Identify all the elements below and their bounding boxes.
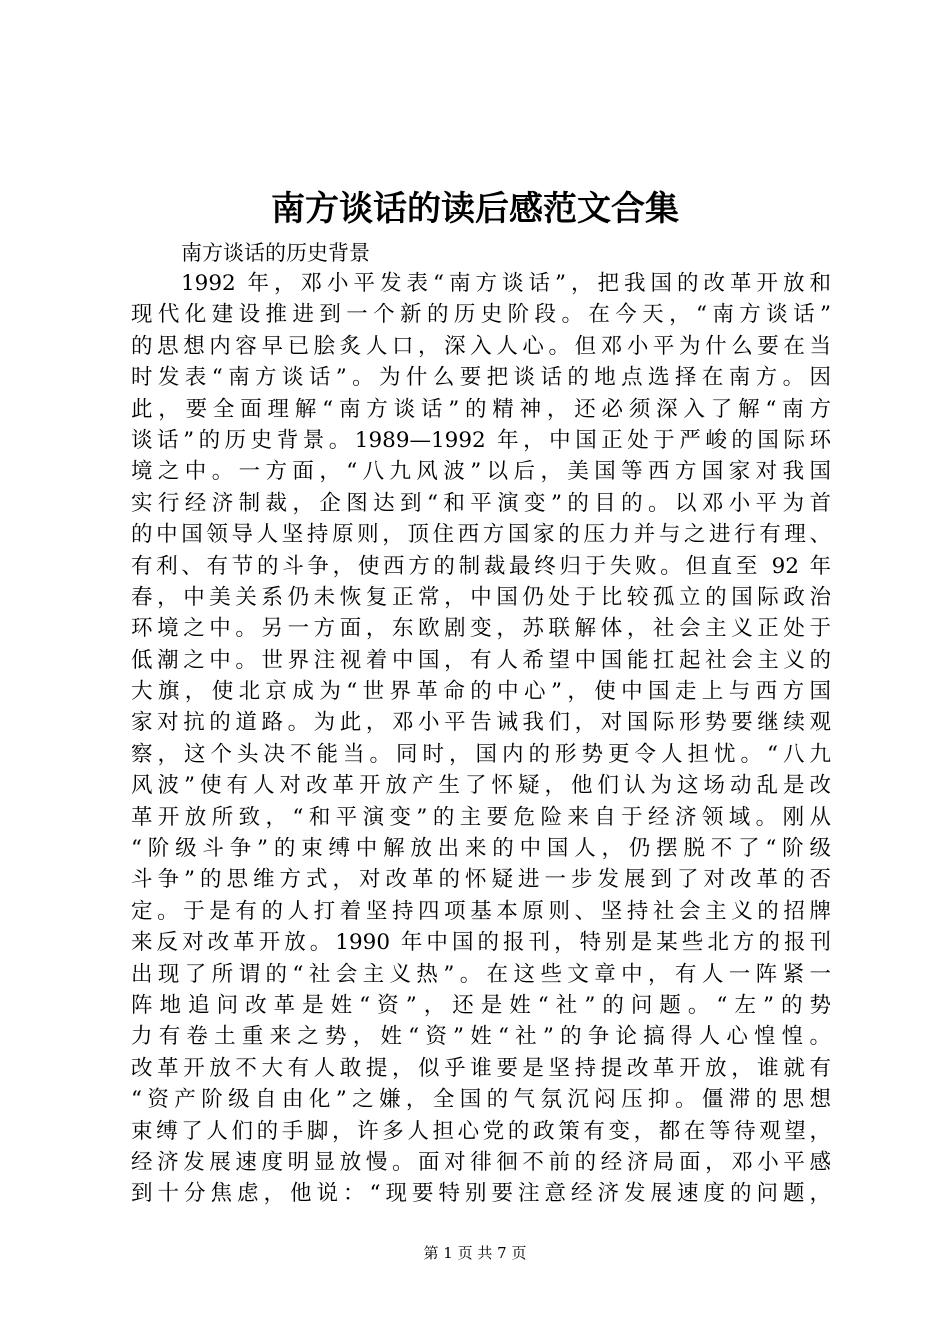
body-text bbox=[131, 268, 831, 1210]
section-subheading: 南方谈话的历史背景 bbox=[181, 241, 370, 265]
body-line: 有利、有节的斗争，使西方的制裁最终归于失败。但直至 92 年 bbox=[131, 553, 831, 579]
body-line: 的思想内容早已脍炙人口，深入人心。但邓小平为什么要在当 bbox=[131, 333, 831, 359]
body-line: 此，要全面理解“南方谈话”的精神，还必须深入了解“南方 bbox=[131, 396, 831, 422]
body-line: 束缚了人们的手脚，许多人担心党的政策有变，都在等待观望， bbox=[131, 1118, 831, 1144]
body-line: 风波”使有人对改革开放产生了怀疑，他们认为这场动乱是改 bbox=[131, 773, 831, 799]
body-line: “阶级斗争”的束缚中解放出来的中国人，仍摆脱不了“阶级 bbox=[131, 836, 831, 862]
body-line: 斗争”的思维方式，对改革的怀疑进一步发展到了对改革的否 bbox=[131, 867, 831, 893]
body-line: 力有卷土重来之势，姓“资”姓“社”的争论搞得人心惶惶。 bbox=[131, 1024, 831, 1050]
body-line: 境之中。一方面，“八九风波”以后，美国等西方国家对我国 bbox=[131, 459, 831, 485]
page-footer: 第 1 页 共 7 页 bbox=[423, 1244, 527, 1262]
body-line: 改革开放不大有人敢提，似乎谁要是坚持提改革开放，谁就有 bbox=[131, 1055, 831, 1081]
body-line: 环境之中。另一方面，东欧剧变，苏联解体，社会主义正处于 bbox=[131, 616, 831, 642]
body-line: 春，中美关系仍未恢复正常，中国仍处于比较孤立的国际政治 bbox=[131, 584, 831, 610]
document-title: 南方谈话的读后感范文合集 bbox=[271, 189, 679, 229]
body-line: 时发表“南方谈话”。为什么要把谈话的地点选择在南方。因 bbox=[131, 365, 831, 391]
body-line: 1992 年，邓小平发表“南方谈话”，把我国的改革开放和 bbox=[181, 271, 831, 296]
body-line: 察，这个头决不能当。同时，国内的形势更令人担忧。“八九 bbox=[131, 741, 831, 767]
body-line: 的中国领导人坚持原则，顶住西方国家的压力并与之进行有理、 bbox=[131, 522, 831, 548]
body-line: 革开放所致，“和平演变”的主要危险来自于经济领域。刚从 bbox=[131, 804, 831, 830]
body-line: 家对抗的道路。为此，邓小平告诫我们，对国际形势要继续观 bbox=[131, 710, 831, 736]
body-line: 来反对改革开放。1990 年中国的报刊，特别是某些北方的报刊 bbox=[131, 930, 831, 956]
body-line: 现代化建设推进到一个新的历史阶段。在今天，“南方谈话” bbox=[131, 302, 831, 328]
body-line: 谈话”的历史背景。1989—1992 年，中国正处于严峻的国际环 bbox=[131, 427, 831, 453]
body-line: 出现了所谓的“社会主义热”。在这些文章中，有人一阵紧一 bbox=[131, 961, 831, 987]
body-line: 到十分焦虑，他说：“现要特别要注意经济发展速度的问题， bbox=[131, 1181, 831, 1207]
body-line: “资产阶级自由化”之嫌，全国的气氛沉闷压抑。僵滞的思想 bbox=[131, 1087, 831, 1113]
body-line: 阵地追问改革是姓“资”，还是姓“社”的问题。“左”的势 bbox=[131, 992, 831, 1018]
body-line: 经济发展速度明显放慢。面对徘徊不前的经济局面，邓小平感 bbox=[131, 1149, 831, 1175]
body-line: 低潮之中。世界注视着中国，有人希望中国能扛起社会主义的 bbox=[131, 647, 831, 673]
body-line: 大旗，使北京成为“世界革命的中心”，使中国走上与西方国 bbox=[131, 679, 831, 705]
body-line: 定。于是有的人打着坚持四项基本原则、坚持社会主义的招牌 bbox=[131, 898, 831, 924]
body-line: 实行经济制裁，企图达到“和平演变”的目的。以邓小平为首 bbox=[131, 490, 831, 516]
